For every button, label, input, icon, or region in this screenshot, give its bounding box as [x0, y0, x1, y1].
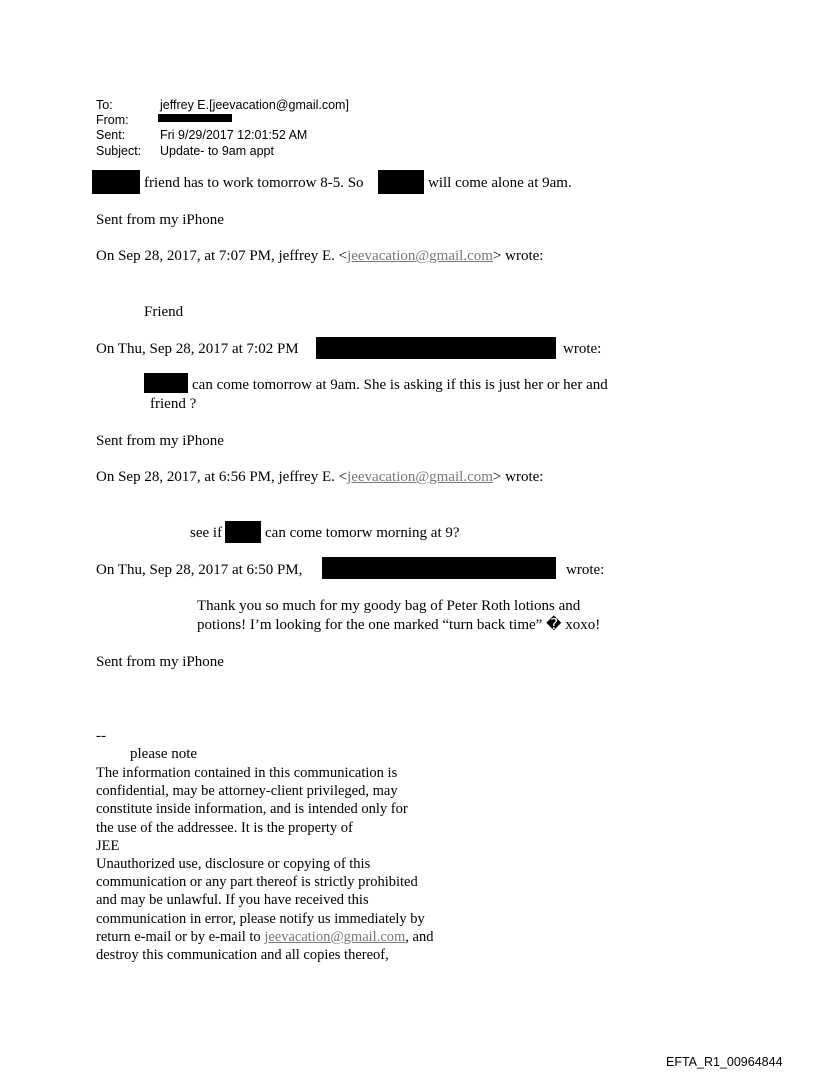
disclaimer-line: and may be unlawful. If you have received this	[96, 892, 369, 909]
disclaimer-line: confidential, may be attorney-client privileged, may	[96, 783, 398, 800]
redaction-block	[378, 170, 424, 194]
disclaimer-return-prefix: return e-mail or by e-mail to	[96, 928, 265, 945]
quoted-text: can come tomorw morning at 9?	[265, 525, 460, 541]
quote-header: On Thu, Sep 28, 2017 at 7:02 PM	[96, 341, 299, 357]
quote-header-suffix: > wrote:	[492, 469, 544, 485]
subject-label: Subject:	[96, 144, 142, 158]
redaction-block	[144, 373, 188, 393]
quoted-text: Friend	[144, 304, 184, 320]
document-id: EFTA_R1_00964844	[666, 1055, 783, 1069]
message-text: friend has to work tomorrow 8-5. So	[144, 175, 364, 191]
disclaimer-line: Unauthorized use, disclosure or copying of this	[96, 856, 371, 873]
sent-value: Fri 9/29/2017 12:01:52 AM	[160, 128, 308, 142]
disclaimer	[96, 764, 433, 964]
quote-header	[96, 247, 543, 265]
to-label: To:	[96, 98, 113, 112]
disclaimer-line: the use of the addressee. It is the property of	[96, 819, 353, 836]
disclaimer-line: constitute inside information, and is intended only for	[96, 801, 408, 818]
quote-header: On Thu, Sep 28, 2017 at 6:50 PM,	[96, 562, 303, 578]
email-link[interactable]: jeevacation@gmail.com	[347, 248, 493, 264]
sent-from-iphone: Sent from my iPhone	[96, 433, 224, 449]
quote-header-suffix: > wrote:	[492, 248, 544, 264]
disclaimer-line: communication or any part thereof is strictly prohibited	[96, 874, 418, 891]
quote-header	[96, 468, 543, 486]
disclaimer-line: The information contained in this communication is	[96, 765, 398, 781]
quoted-text: Thank you so much for my goody bag of Peter Roth lotions and	[197, 598, 581, 614]
sent-label: Sent:	[96, 128, 126, 142]
sent-from-iphone: Sent from my iPhone	[96, 654, 224, 670]
disclaimer-return-suffix: , and	[405, 928, 434, 945]
quote-header-suffix: wrote:	[566, 562, 605, 578]
quote-header-prefix: On Sep 28, 2017, at 6:56 PM, jeffrey E. <	[96, 469, 348, 485]
quoted-text: can come tomorrow at 9am. She is asking if this is just her or her and	[192, 377, 608, 393]
redaction-block	[316, 337, 556, 359]
email-link[interactable]: jeevacation@gmail.com	[347, 469, 493, 485]
redaction-block	[92, 170, 140, 194]
disclaimer-line: JEE	[96, 837, 120, 854]
from-redaction	[158, 114, 232, 122]
redaction-block	[225, 521, 261, 543]
quoted-text: potions! I’m looking for the one marked “turn back time” � xoxo!	[197, 617, 601, 633]
email-link[interactable]: jeevacation@gmail.com	[264, 928, 406, 945]
signature-please-note: please note	[130, 746, 198, 762]
from-label: From:	[96, 113, 129, 127]
quoted-text: see if	[190, 525, 223, 541]
disclaimer-line	[96, 928, 433, 946]
redaction-block	[322, 557, 556, 579]
disclaimer-line: destroy this communication and all copies thereof,	[96, 947, 389, 964]
to-value: jeffrey E.[jeevacation@gmail.com]	[160, 98, 349, 112]
sent-from-iphone: Sent from my iPhone	[96, 212, 224, 228]
disclaimer-line: communication in error, please notify us immediately by	[96, 910, 425, 927]
quoted-text: friend ?	[150, 396, 197, 412]
quote-header-prefix: On Sep 28, 2017, at 7:07 PM, jeffrey E. <	[96, 248, 348, 264]
signature-separator: --	[96, 728, 106, 744]
subject-value: Update- to 9am appt	[160, 144, 274, 158]
quote-header-suffix: wrote:	[563, 341, 602, 357]
message-text: will come alone at 9am.	[428, 175, 572, 191]
